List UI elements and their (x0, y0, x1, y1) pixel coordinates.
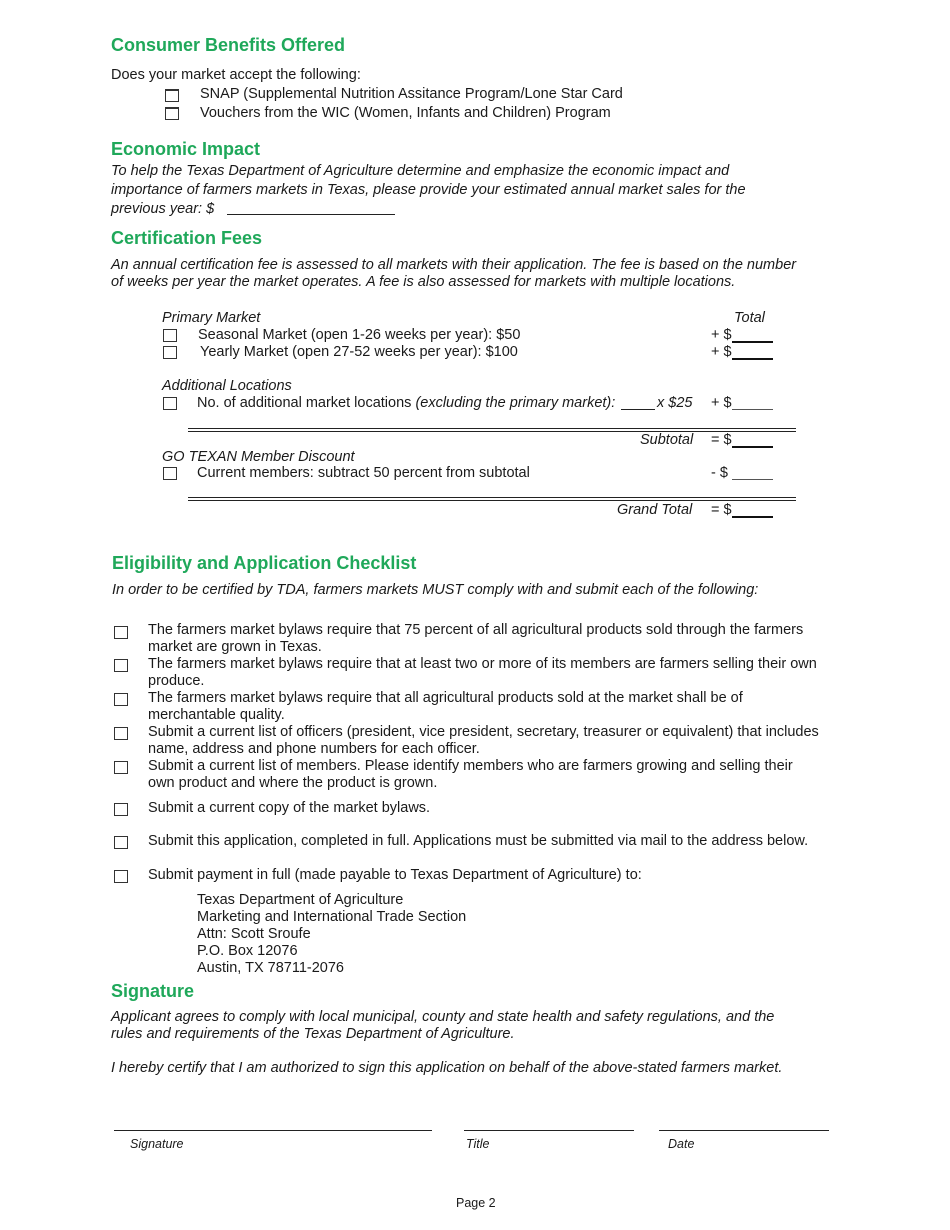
yearly-market-checkbox[interactable] (163, 346, 177, 359)
seasonal-market-checkbox[interactable] (163, 329, 177, 342)
additional-plus-dollar: + $ (711, 395, 732, 411)
checklist-checkbox-4[interactable] (114, 727, 128, 740)
subtotal-label: Subtotal (640, 432, 694, 448)
checklist-intro: In order to be certified by TDA, farmers markets MUST comply with and submit each of the following: (112, 582, 759, 598)
signature-para1-line1: Applicant agrees to comply with local municipal, county and state health and safety regulations, and the (111, 1009, 775, 1025)
seasonal-plus-dollar: + $ (711, 327, 732, 343)
economic-text-line1: To help the Texas Department of Agriculture determine and emphasize the economic impact and (111, 163, 730, 179)
signature-para1-line2: rules and requirements of the Texas Department of Agriculture. (111, 1026, 515, 1042)
total-column-label: Total (734, 310, 765, 326)
checklist-item-6: Submit a current copy of the market bylaws. (148, 800, 431, 816)
yearly-total-field[interactable] (732, 358, 773, 360)
additional-rate: x $25 (657, 395, 693, 411)
yearly-plus-dollar: + $ (711, 344, 732, 360)
title-line[interactable] (464, 1130, 634, 1131)
go-texan-discount-label: GO TEXAN Member Discount (162, 449, 355, 465)
primary-market-label: Primary Market (162, 310, 261, 326)
consumer-benefits-heading: Consumer Benefits Offered (111, 35, 346, 55)
economic-impact-heading: Economic Impact (111, 139, 261, 159)
additional-total-field[interactable] (732, 409, 773, 410)
go-texan-checkbox[interactable] (163, 467, 177, 480)
checklist-item-1: The farmers market bylaws require that 75 percent of all agricultural products sold through the farmers market are grown in Texas. (148, 622, 804, 655)
checklist-checkbox-3[interactable] (114, 693, 128, 706)
grand-total-label: Grand Total (617, 502, 693, 518)
fees-intro-line1: An annual certification fee is assessed to all markets with their application. The fee is based on the number (111, 257, 797, 273)
subtotal-rule-top (188, 428, 796, 429)
grand-total-rule-bottom (188, 500, 796, 501)
additional-locations-checkbox[interactable] (163, 397, 177, 410)
page-number: Page 2 (456, 1196, 496, 1210)
wic-checkbox[interactable] (165, 107, 179, 120)
signature-heading: Signature (111, 981, 195, 1001)
discount-field[interactable] (732, 479, 773, 480)
checklist-checkbox-2[interactable] (114, 659, 128, 672)
title-label: Title (466, 1137, 490, 1151)
seasonal-market-label: Seasonal Market (open 1-26 weeks per year): $50 (198, 327, 521, 343)
additional-locations-text: No. of additional market locations (excluding the primary market): (197, 395, 616, 411)
mailing-address: Texas Department of Agriculture Marketing and International Trade Section Attn: Scott Sroufe P.O. Box 12076 Austin, TX 78711-2076 (197, 892, 467, 976)
checklist-item-3: The farmers market bylaws require that all agricultural products sold at the market shall be of merchantable quality. (148, 690, 743, 723)
checklist-checkbox-5[interactable] (114, 761, 128, 774)
snap-checkbox[interactable] (165, 89, 179, 102)
checklist-checkbox-7[interactable] (114, 836, 128, 849)
go-texan-discount-text: Current members: subtract 50 percent from subtotal (197, 465, 530, 481)
eligibility-checklist-heading: Eligibility and Application Checklist (112, 553, 417, 573)
checklist-item-8: Submit payment in full (made payable to Texas Department of Agriculture) to: (148, 867, 642, 883)
seasonal-total-field[interactable] (732, 341, 773, 343)
additional-locations-label: Additional Locations (162, 378, 292, 394)
subtotal-equals-dollar: = $ (711, 432, 732, 448)
checklist-checkbox-8[interactable] (114, 870, 128, 883)
checklist-item-4: Submit a current list of officers (president, vice president, secretary, treasurer or equivalent) that includes name, address and phone numbers for each officer. (148, 724, 819, 757)
signature-line[interactable] (114, 1130, 432, 1131)
consumer-question: Does your market accept the following: (111, 67, 361, 83)
grand-total-field[interactable] (732, 516, 773, 518)
discount-minus-dollar: - $ (711, 465, 728, 481)
date-label: Date (668, 1137, 695, 1151)
economic-text-line3: previous year: $ (111, 201, 215, 217)
subtotal-field[interactable] (732, 446, 773, 448)
wic-option-label: Vouchers from the WIC (Women, Infants and Children) Program (200, 105, 611, 121)
economic-text-line2: importance of farmers markets in Texas, please provide your estimated annual market sales for the (111, 182, 746, 198)
certification-fees-heading: Certification Fees (111, 228, 263, 248)
signature-label: Signature (130, 1137, 184, 1151)
checklist-checkbox-1[interactable] (114, 626, 128, 639)
grand-total-equals-dollar: = $ (711, 502, 732, 518)
checklist-checkbox-6[interactable] (114, 803, 128, 816)
additional-count-field[interactable] (621, 409, 655, 410)
fees-intro-line2: of weeks per year the market operates. A fee is also assessed for markets with multiple locations. (111, 274, 736, 290)
checklist-item-7: Submit this application, completed in full. Applications must be submitted via mail to the address below. (148, 833, 809, 849)
signature-certify-text: I hereby certify that I am authorized to sign this application on behalf of the above-stated farmers market. (111, 1060, 783, 1076)
subtotal-rule-bottom (188, 431, 796, 432)
checklist-item-5: Submit a current list of members. Please identify members who are farmers growing and selling their own product and where the product is grown. (148, 758, 793, 791)
yearly-market-label: Yearly Market (open 27-52 weeks per year): $100 (200, 344, 518, 360)
snap-option-label: SNAP (Supplemental Nutrition Assitance Program/Lone Star Card (200, 86, 623, 102)
annual-sales-field[interactable] (227, 214, 395, 215)
grand-total-rule-top (188, 497, 796, 498)
date-line[interactable] (659, 1130, 829, 1131)
checklist-item-2: The farmers market bylaws require that at least two or more of its members are farmers selling their own produce. (148, 656, 817, 689)
